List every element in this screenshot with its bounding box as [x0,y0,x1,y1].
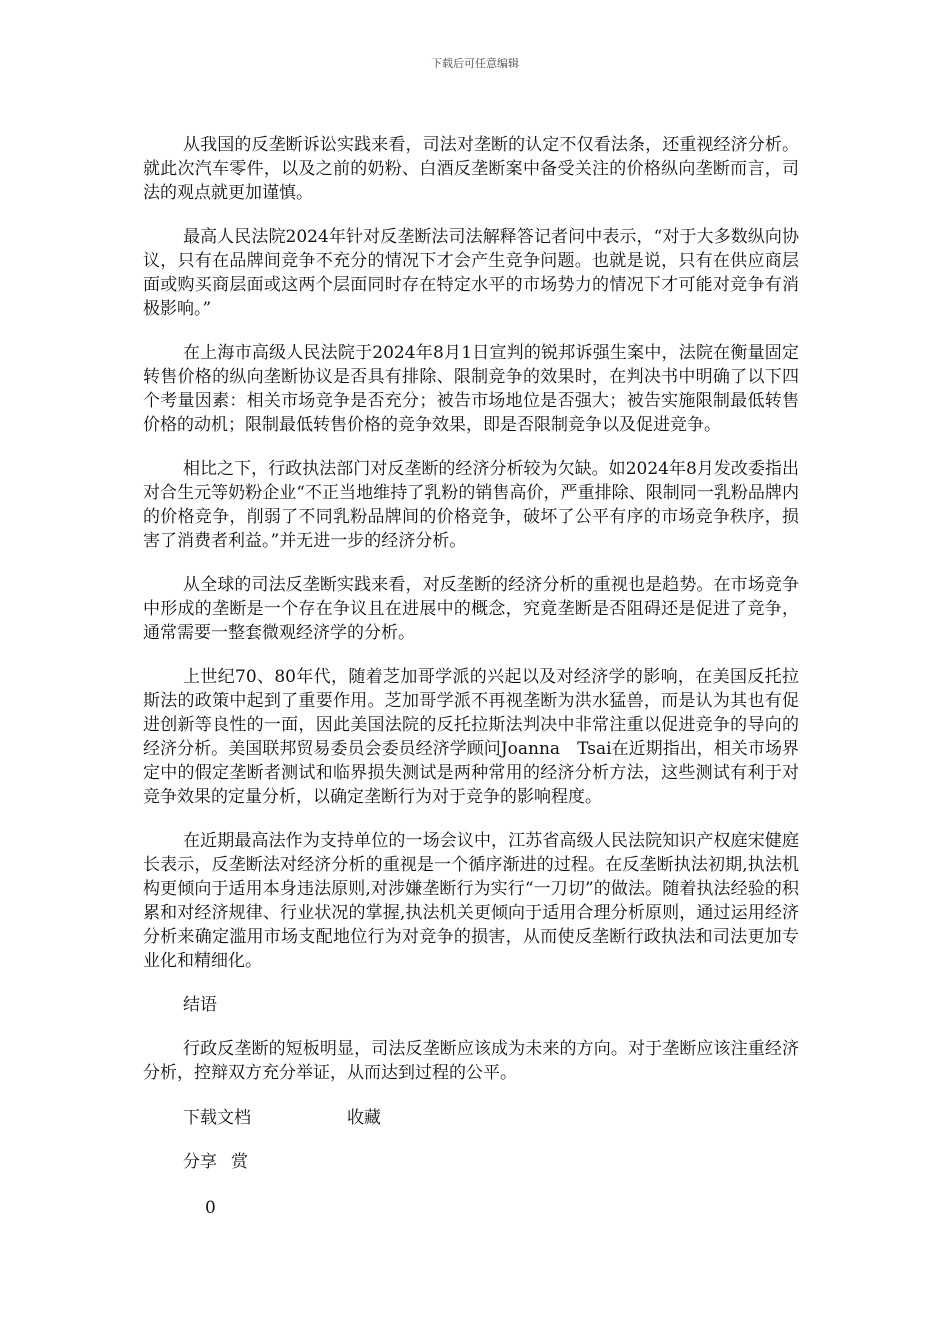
paragraph-3: 在上海市高级人民法院于2024年8月1日宣判的锐邦诉强生案中，法院在衡量固定转售价格的纵向垄断协议是否具有排除、限制竞争的效果时，在判决书中明确了以下四个考量因素：相关市场竞争是否充分；被告市场地位是否强大；被告实施限制最低转售价格的动机；限制最低转售价格的竞争效果，即是否限制竞争以及促进竞争。 [143,343,799,435]
paragraph-5: 从全球的司法反垄断实践来看，对反垄断的经济分析的重视也是趋势。在市场竞争中形成的垄断是一个存在争议且在进展中的概念，究竟垄断是否阻碍还是促进了竞争，通常需要一整套微观经济学的分析。 [143,575,799,643]
paragraph-1: 从我国的反垄断诉讼实践来看，司法对垄断的认定不仅看法条，还重视经济分析。就此次汽车零件，以及之前的奶粉、白酒反垄断案中备受关注的价格纵向垄断而言，司法的观点就更加谨慎。 [143,135,799,203]
paragraph-2: 最高人民法院2024年针对反垄断法司法解释答记者问中表示，“对于大多数纵向协议，只有在品牌间竞争不充分的情况下才会产生竞争问题。也就是说，只有在供应商层面或购买商层面或这两个层面同时存在特定水平的市场势力的情况下才可能对竞争有消极影响。” [143,227,799,319]
page-header: 下载后可任意编辑 [431,57,519,70]
share-button[interactable]: 分享 [183,1152,217,1172]
favorite-button[interactable]: 收藏 [347,1108,381,1128]
download-button[interactable]: 下载文档 [183,1108,251,1128]
paragraph-4: 相比之下，行政执法部门对反垄断的经济分析较为欠缺。如2024年8月发改委指出对合生元等奶粉企业“不正当地维持了乳粉的销售高价，严重排除、限制同一乳粉品牌内的价格竞争，削弱了不同乳粉品牌间的价格竞争，破坏了公平有序的市场竞争秩序，损害了消费者利益。”并无进一步的经济分析。 [143,459,799,551]
conclusion-paragraph: 行政反垄断的短板明显，司法反垄断应该成为未来的方向。对于垄断应该注重经济分析，控辩双方充分举证，从而达到过程的公平。 [143,1039,799,1083]
document-body [143,133,799,1105]
paragraph-6: 上世纪70、80年代，随着芝加哥学派的兴起以及对经济学的影响，在美国反托拉斯法的政策中起到了重要作用。芝加哥学派不再视垄断为洪水猛兽，而是认为其也有促进创新等良性的一面，因此美国法院的反托拉斯法判决中非常注重以促进竞争的导向的经济分析。美国联邦贸易委员会委员经济学顾问Joanna Tsai在近期指出，相关市场界定中的假定垄断者测试和临界损失测试是两种常用的经济分析方法，这些测试有利于对竞争效果的定量分析，以确定垄断行为对于竞争的影响程度。 [143,667,799,807]
reward-count: 0 [205,1198,216,1218]
reward-button[interactable]: 赏 [231,1152,248,1172]
section-heading: 结语 [183,995,217,1015]
footer-share-row [183,1150,248,1174]
footer-actions-row [183,1106,381,1130]
paragraph-7: 在近期最高法作为支持单位的一场会议中，江苏省高级人民法院知识产权庭宋健庭长表示，反垄断法对经济分析的重视是一个循序渐进的过程。在反垄断执法初期,执法机构更倾向于适用本身违法原则,对涉嫌垄断行为实行“一刀切”的做法。随着执法经验的积累和对经济规律、行业状况的掌握,执法机关更倾向于适用合理分析原则，通过运用经济分析来确定滥用市场支配地位行为对竞争的损害，从而使反垄断行政执法和司法更加专业化和精细化。 [143,831,799,971]
